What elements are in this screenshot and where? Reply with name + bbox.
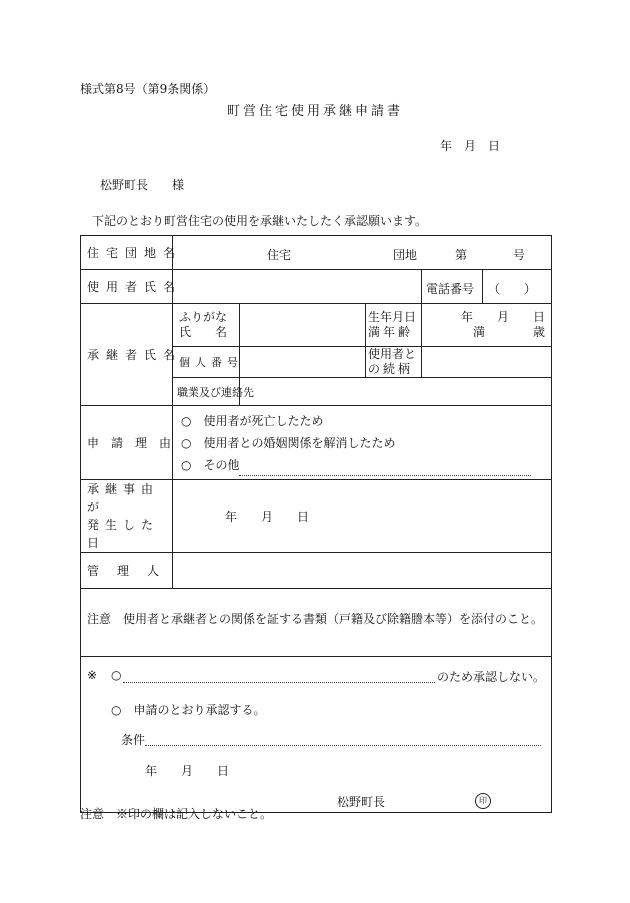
personal-no-label: 個人番号 [173,347,240,378]
application-form-table [80,235,552,813]
document-title: 町営住宅使用承継申請書 [226,104,403,119]
attachment-note: 注意 使用者と承継者との関係を証する書類（戸籍及び除籍謄本等）を添付のこと。 [81,589,552,657]
birth-age-field[interactable] [422,304,552,347]
intro-text: 下記のとおり町営住宅の使用を承継いたしたく承認願います。 [92,214,428,228]
housing-danchi: 団地 [393,248,418,262]
housing-jutaku: 住宅 [267,248,292,262]
user-name-label: 使用者氏名 [81,270,173,304]
birth-label: 生年月日 [368,310,417,324]
housing-value[interactable] [173,236,552,270]
housing-go: 号 [513,248,526,262]
approve-option[interactable]: ○ 申請のとおり承認する。 [111,703,266,717]
successor-row-1 [81,304,552,347]
footer-note: 注意 ※印の欄は記入しないこと。 [80,807,273,821]
housing-row [81,236,552,270]
reason-other-dotted-line[interactable] [239,461,531,476]
manager-row [81,553,552,589]
birth-value: 年 月 日 [461,310,546,324]
reason-options [173,406,552,480]
successor-name-field[interactable] [240,304,366,347]
manager-field[interactable] [173,553,552,589]
reason-divorce[interactable]: ○ 使用者との婚姻関係を解消したため [181,435,396,450]
condition-label: 条件 [121,733,146,747]
occupation-label: 職業及び連絡先 [173,378,240,406]
reject-reason-dotted-line[interactable] [123,668,435,683]
occupation-field[interactable] [240,378,552,406]
approval-mark: ※ [87,668,98,682]
addressee: 松野町長 様 [100,178,185,192]
user-name-field[interactable] [173,270,422,304]
successor-label: 承継者氏名 [81,304,173,406]
housing-dai: 第 [455,248,468,262]
name-label: 氏 名 [179,325,228,339]
furigana-name-label [173,304,240,347]
age-value: 満 歳 [473,325,546,339]
occurrence-label [81,480,173,553]
reason-other[interactable] [181,454,543,476]
reason-row [81,406,552,480]
relation-label-1: 使用者と [368,347,417,361]
relation-label-2: の続柄 [368,362,414,376]
birth-age-label [366,304,422,347]
approval-section [81,657,552,813]
reason-other-label: ○ その他 [181,457,240,472]
housing-label: 住宅団地名 [81,236,173,270]
relation-label [366,347,422,378]
approval-row [81,657,552,813]
reason-deceased[interactable]: ○ 使用者が死亡したため [181,413,324,428]
occurrence-label-1: 承継事由が [87,482,160,514]
phone-cell[interactable] [422,270,552,304]
note-row [81,589,552,657]
occurrence-date[interactable]: 年 月 日 [173,480,552,553]
reason-label: 申請理由 [81,406,173,480]
phone-label: 電話番号 [426,282,475,296]
reject-circle[interactable]: ○ [111,668,122,682]
phone-paren: （ ） [488,282,537,296]
reject-suffix: のため承認しない。 [437,670,546,684]
user-row [81,270,552,304]
occurrence-row [81,480,552,553]
mayor-label: 松野町長 [337,795,386,809]
occurrence-label-2: 発生した日 [87,518,160,550]
relation-field[interactable] [422,347,552,378]
condition-dotted-line[interactable] [145,731,541,746]
form-number: 様式第8号（第9条関係） [80,82,216,96]
age-label: 満年齢 [368,325,414,339]
manager-label: 管理人 [81,553,173,589]
approval-date: 年 月 日 [145,764,230,778]
application-date: 年 月 日 [440,139,501,153]
furigana-label: ふりがな [179,310,228,324]
personal-no-field[interactable] [240,347,366,378]
seal-icon: 印 [475,793,491,809]
